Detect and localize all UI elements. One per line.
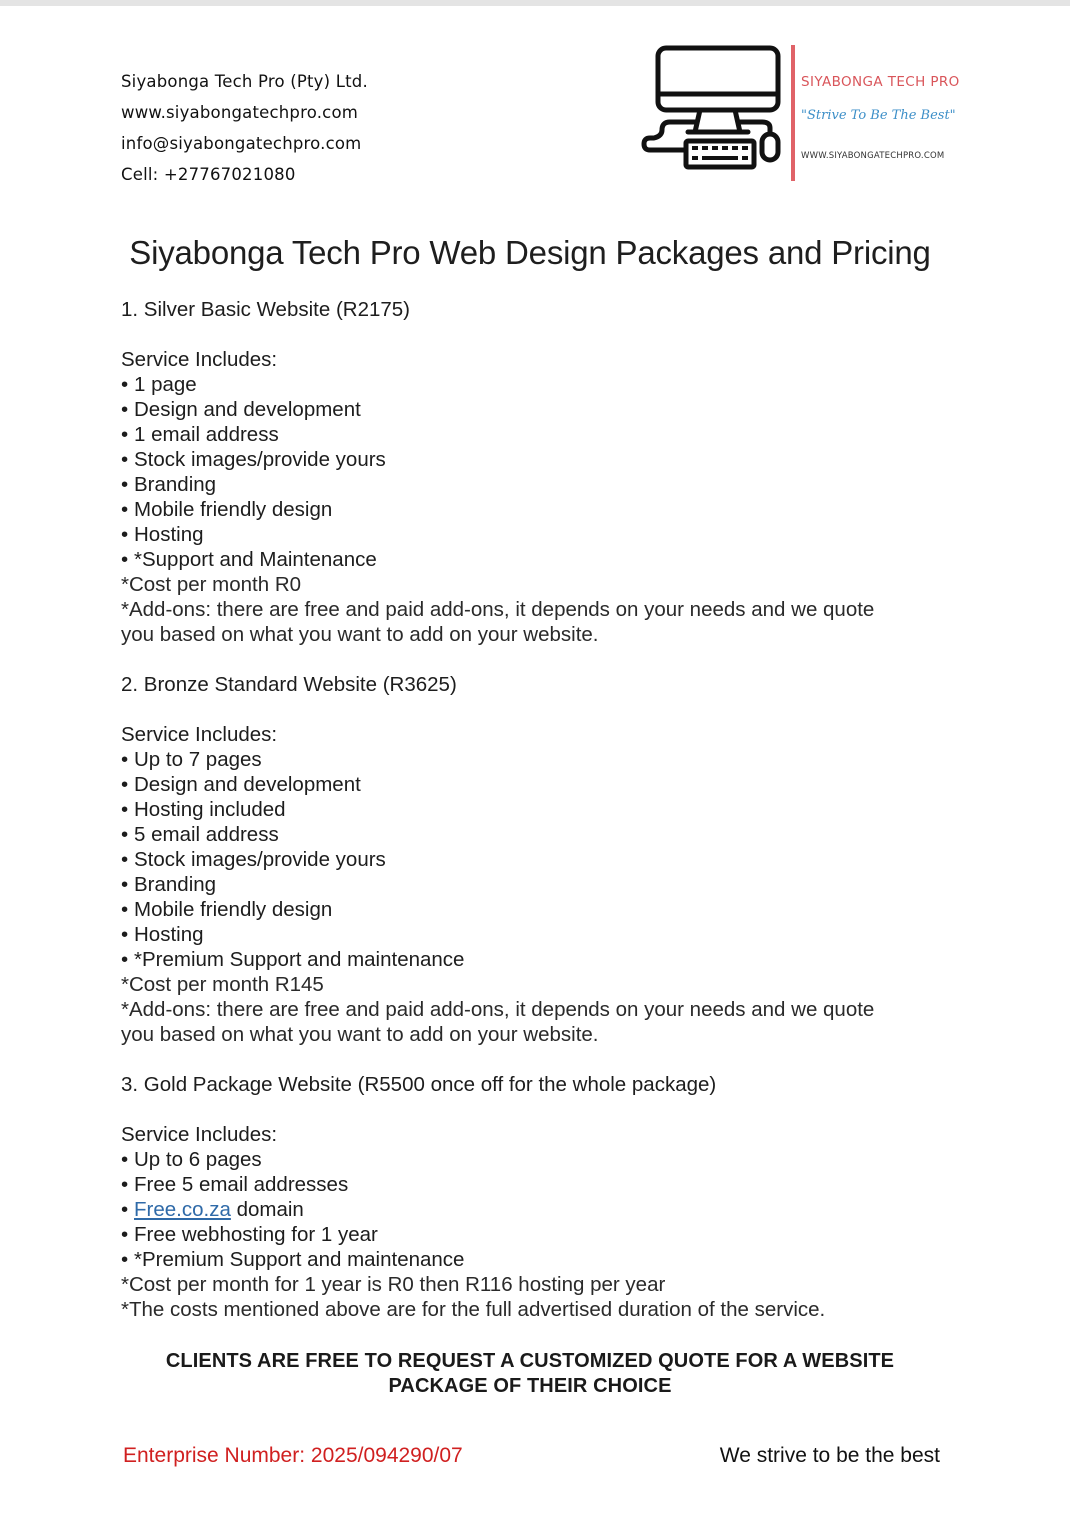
company-cell: Cell: +27767021080 — [121, 165, 296, 184]
company-logo — [640, 40, 980, 185]
list-item: • Branding — [121, 873, 217, 896]
logo-url: WWW.SIYABONGATECHPRO.COM — [801, 151, 945, 161]
list-item: • Free.co.za domain — [121, 1198, 304, 1221]
package-heading: 1. Silver Basic Website (R2175) — [121, 298, 411, 321]
custom-quote-callout: CLIENTS ARE FREE TO REQUEST A CUSTOMIZED QUOTE FOR A WEBSITE PACKAGE OF THEIR CHOICE — [165, 1350, 895, 1397]
page-title: Siyabonga Tech Pro Web Design Packages and Pricing — [129, 234, 931, 271]
company-website: www.siyabongatechpro.com — [121, 103, 359, 122]
company-name: Siyabonga Tech Pro (Pty) Ltd. — [121, 72, 368, 91]
package-bronze — [121, 672, 951, 1072]
list-item: • 5 email address — [121, 823, 279, 846]
list-item: • Up to 6 pages — [121, 1148, 262, 1171]
addons-note: *Add-ons: there are free and paid add-ons, it depends on your needs and we quote — [121, 598, 875, 621]
logo-slogan: "Strive To Be The Best" — [801, 108, 956, 123]
free-co-za-link[interactable]: Free.co.za — [134, 1198, 231, 1221]
cost-note: *Cost per month for 1 year is R0 then R116 hosting per year — [121, 1273, 666, 1296]
list-item: • Stock images/provide yours — [121, 848, 386, 871]
list-item: • *Support and Maintenance — [121, 548, 377, 571]
list-item: • Free webhosting for 1 year — [121, 1223, 378, 1246]
duration-note: *The costs mentioned above are for the full advertised duration of the service. — [121, 1298, 826, 1321]
list-item: • Design and development — [121, 398, 361, 421]
enterprise-number: Enterprise Number: 2025/094290/07 — [123, 1444, 463, 1467]
list-item: • 1 page — [121, 373, 197, 396]
addons-note-cont: you based on what you want to add on your website. — [121, 1023, 599, 1046]
service-includes-label: Service Includes: — [121, 723, 278, 746]
list-item: • Mobile friendly design — [121, 498, 333, 521]
packages-content — [121, 297, 951, 1322]
list-item: • Mobile friendly design — [121, 898, 333, 921]
list-item: • Up to 7 pages — [121, 748, 262, 771]
footer-tagline: We strive to be the best — [719, 1444, 940, 1467]
addons-note-cont: you based on what you want to add on your website. — [121, 623, 599, 646]
package-gold — [121, 1072, 951, 1322]
company-email: info@siyabongatechpro.com — [121, 134, 362, 153]
package-silver — [121, 297, 951, 672]
computer-desktop-icon — [640, 40, 790, 180]
service-includes-label: Service Includes: — [121, 1123, 278, 1146]
package-heading: 3. Gold Package Website (R5500 once off for the whole package) — [121, 1073, 717, 1096]
cost-note: *Cost per month R145 — [121, 973, 324, 996]
list-item: • Hosting — [121, 923, 204, 946]
addons-note: *Add-ons: there are free and paid add-ons, it depends on your needs and we quote — [121, 998, 875, 1021]
list-item: • *Premium Support and maintenance — [121, 1248, 465, 1271]
service-list — [121, 747, 951, 972]
top-edge-bar — [0, 0, 1070, 6]
logo-divider — [791, 45, 795, 181]
service-list — [121, 372, 951, 572]
cost-note: *Cost per month R0 — [121, 573, 302, 596]
list-item: • Free 5 email addresses — [121, 1173, 349, 1196]
package-heading: 2. Bronze Standard Website (R3625) — [121, 673, 457, 696]
list-item: • 1 email address — [121, 423, 279, 446]
list-item: • *Premium Support and maintenance — [121, 948, 465, 971]
list-item: • Hosting — [121, 523, 204, 546]
list-item: • Branding — [121, 473, 217, 496]
logo-brand-name: SIYABONGA TECH PRO — [801, 74, 960, 90]
service-includes-label: Service Includes: — [121, 348, 278, 371]
service-list — [121, 1147, 951, 1272]
list-item: • Hosting included — [121, 798, 286, 821]
company-contact-block — [121, 70, 368, 194]
list-item: • Design and development — [121, 773, 361, 796]
list-item: • Stock images/provide yours — [121, 448, 386, 471]
